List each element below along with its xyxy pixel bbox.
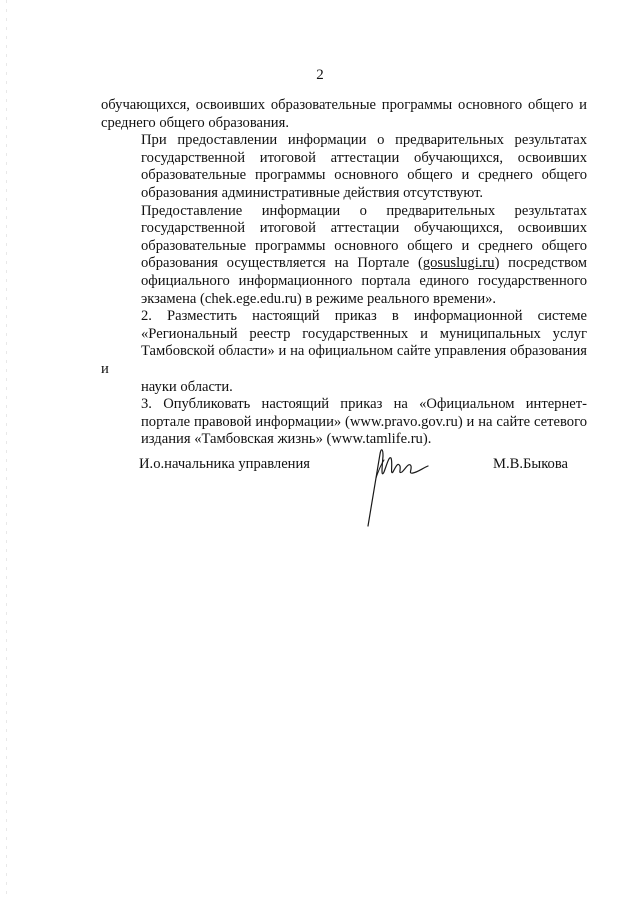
text-line: науки области. — [141, 378, 233, 395]
text-line: экзамена (chek.ege.edu.ru) в режиме реального времени». — [141, 290, 497, 307]
text-line: государственной итоговой аттестации обучающихся, освоивших — [141, 220, 587, 237]
paragraph-item-2 — [101, 308, 587, 396]
portal-link-text: gosuslugi.ru — [422, 255, 495, 272]
text-line: «Региональный реестр государственных и муниципальных услуг — [141, 325, 587, 342]
text-line: 2. Разместить настоящий приказ в информационной системе — [141, 308, 587, 325]
text-line: обучающихся, освоивших образовательные программы основного общего и — [101, 97, 587, 113]
text-line: образования административные действия отсутствуют. — [141, 184, 484, 201]
paragraph-continuation — [101, 97, 587, 132]
text-line: Тамбовской области» и на официальном сайте управления образования и — [101, 343, 587, 377]
text-line: государственной итоговой аттестации обучающихся, освоивших — [141, 149, 587, 166]
document-body — [101, 97, 587, 449]
text-line: среднего общего образования. — [101, 114, 289, 131]
text-line: издания «Тамбовская жизнь» (www.tamlife.ru). — [141, 431, 432, 448]
text-line: Предоставление информации о предварительных результатах — [141, 202, 587, 219]
page-number: 2 — [316, 67, 324, 83]
text-line: образовательные программы основного общего и среднего общего — [141, 237, 587, 254]
signatory-name: М.В.Быкова — [493, 456, 569, 472]
text-line: образования осуществляется на Портале (gosuslugi.ru) посредством — [141, 255, 587, 272]
handwritten-signature — [362, 442, 432, 532]
text-line: При предоставлении информации о предварительных результатах — [141, 132, 587, 149]
scan-edge-mark — [6, 0, 7, 899]
paragraph-item-3 — [101, 396, 587, 449]
signatory-title: И.о.начальника управления — [139, 456, 311, 472]
text-line: официального информационного портала единого государственного — [141, 272, 587, 289]
paragraph-no-actions — [101, 132, 587, 202]
paragraph-provision — [101, 203, 587, 309]
text-line: 3. Опубликовать настоящий приказ на «Официальном интернет- — [141, 396, 587, 413]
signature-block — [0, 456, 640, 536]
text-line: образовательные программы основного общего и среднего общего — [141, 167, 587, 184]
text-line: портале правовой информации» (www.pravo.gov.ru) и на сайте сетевого — [141, 413, 587, 430]
